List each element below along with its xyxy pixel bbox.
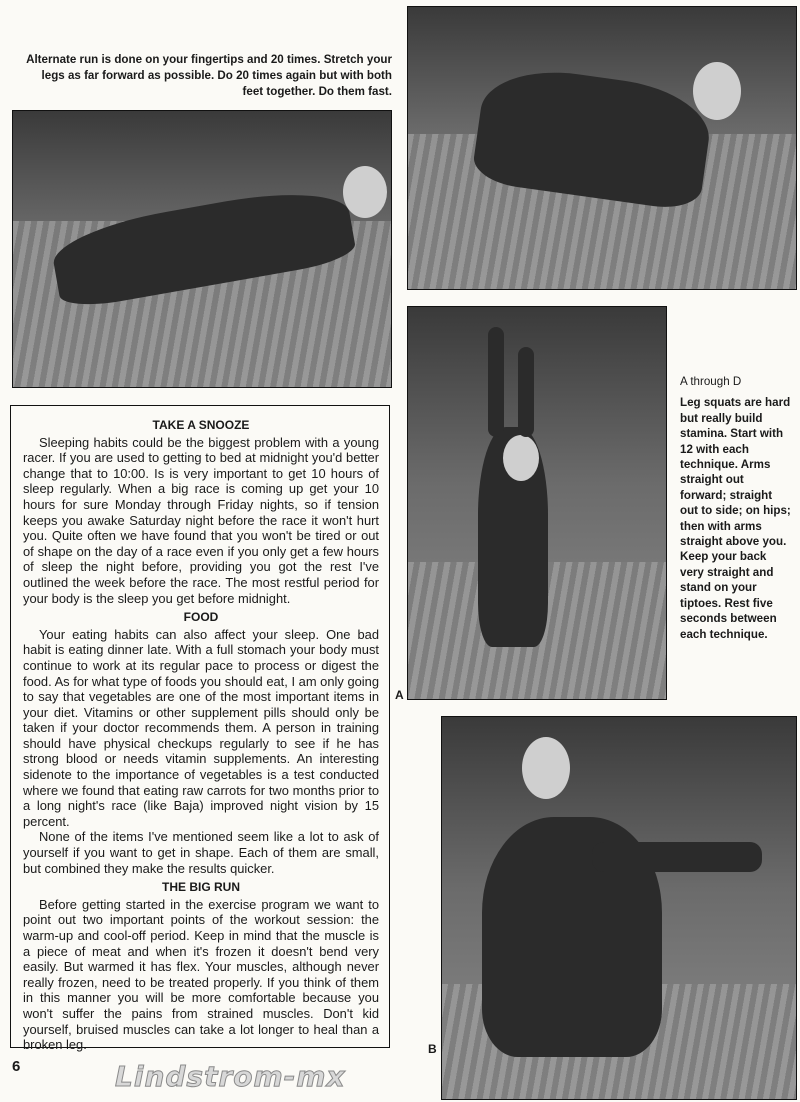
photo-alternate-run-top-right (407, 6, 797, 290)
heading-food: FOOD (183, 610, 219, 625)
side-caption-body: Leg squats are hard but really build stamina. Start with 12 with each technique. Arms straight out forward; straight out to side; on hips; then with arms straight above you. Keep your back very straight and stand on your tiptoes. Rest five seconds between each technique. (680, 396, 791, 641)
photo-leg-squat-b (441, 716, 797, 1100)
heading-take-a-snooze: TAKE A SNOOZE (152, 418, 250, 432)
watermark: Lindstrom-mx (115, 1060, 346, 1093)
paragraph-food-2: None of the items I've mentioned seem like a lot to ask of yourself if you want to get in shape. Each of them are small, but combined they make the results quicker. (23, 829, 379, 876)
side-caption (680, 374, 792, 642)
article-text-box (10, 405, 390, 1053)
paragraph-sleep: Sleeping habits could be the biggest problem with a young racer. If you are used to getting to bed at midnight you'd better change that to 10:00. Is is very important to get 10 hours of sleep regularly. When a big race is coming up get your 10 hours for sure Monday through Friday nights, so if tension keeps you awake Saturday night before the race it won't hurt you. Quite often we have found that you won't be tired or out of shape on the day of a race even if you only get a few hours of sleep the night before, providing you got the rest I've outlined the week before the race. The most restful period for your body is the sleep you get before midnight. (23, 434, 379, 606)
heading-the-big-run: THE BIG RUN (162, 880, 240, 895)
photo-alternate-run-left (12, 110, 392, 388)
page-number: 6 (12, 1058, 21, 1075)
paragraph-food-1: Your eating habits can also affect your sleep. One bad habit is eating dinner late. With a full stomach your body must continue to work at its regular pace to process or digest the food. As for what type of foods you should eat, I am only going to say that vegetables are one of the most important items in your diet. Vitamins or other supplement pills should only be taken if your doctor recommends them. A person in training should have physical checkups regularly to see if he has strong blood or needs vitamin supplements. An interesting sidenote to the importance of vegetables is a test conducted where we found that eating raw carrots for two months prior to a long night's race (like Baja) improved night vision by 15 percent. (23, 626, 379, 829)
paragraph-big-run: Before getting started in the exercise program we want to point out two important points of the workout session: the warm-up and cool-off period. Keep in mind that the muscle is a piece of meat and when it's frozen it doesn't bend very easily. But warmed it has flex. Your muscles, although never really frozen, need to be treated properly. If you think of them in this manner you will be more comfortable because you won't suffer the pains from strained muscles. Don't kid yourself, bruised muscles can take a lot longer to heal than a broken leg. (23, 896, 379, 1053)
side-caption-heading: A through D (680, 375, 742, 388)
photo-label-a: A (395, 688, 404, 702)
photo-label-b: B (428, 1042, 437, 1056)
photo-leg-squat-a (407, 306, 667, 700)
caption-alternate-run: Alternate run is done on your fingertips and 20 times. Stretch your legs as far forward as possible. Do 20 times again but with both feet together. Do them fast. (26, 53, 392, 98)
